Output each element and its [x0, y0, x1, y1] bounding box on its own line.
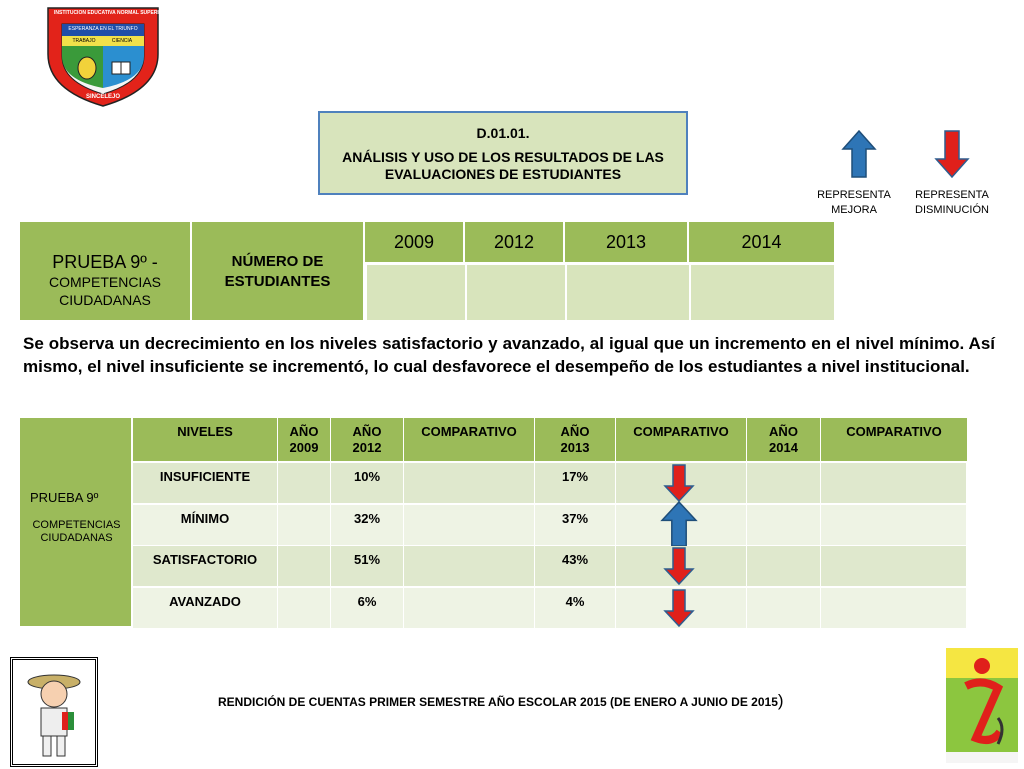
y2009-cell: [278, 505, 331, 547]
upper-year-2012: 2012: [465, 222, 565, 262]
comparativo-1-cell: [404, 463, 535, 505]
level-cell: AVANZADO: [133, 588, 278, 630]
crest-city: SINCELEJO: [85, 94, 120, 100]
upper-students-header: [192, 222, 365, 320]
y2012-cell: 32%: [331, 505, 404, 547]
footer-text: [218, 691, 788, 711]
comparativo-3-cell: [821, 463, 967, 505]
crest-right-banner: CIENCIA: [111, 38, 133, 44]
header-comparativo-2: COMPARATIVO: [616, 418, 747, 461]
header-niveles: NIVELES: [133, 418, 278, 461]
mascot-frame: [10, 657, 98, 767]
trend-down-arrow-icon: [664, 547, 694, 585]
header-ano-2009: AÑO 2009: [278, 418, 331, 461]
header-ano-2012: AÑO 2012: [331, 418, 404, 461]
lower-side-title-cell: [20, 418, 131, 626]
y2009-cell: [278, 588, 331, 630]
comparativo-3-cell: [821, 588, 967, 630]
legend-up-arrow-icon: [841, 129, 877, 179]
y2014-cell: [747, 505, 821, 547]
crest-ring-text: INSTITUCION EDUCATIVA NORMAL SUPERIOR: [54, 10, 167, 16]
trend-down-arrow-icon: [664, 589, 694, 627]
level-cell: INSUFICIENTE: [133, 463, 278, 505]
comparativo-3-cell: [821, 546, 967, 588]
upper-students-header-text: NÚMERO DE ESTUDIANTES: [224, 253, 331, 290]
lower-side-subtitle: COMPETENCIAS CIUDADANAS: [32, 519, 121, 544]
legend-down-arrow-icon: [934, 129, 970, 179]
trend-down-arrow-icon: [664, 464, 694, 502]
legend-up-label: [808, 188, 900, 218]
crest-left-banner: TRABAJO: [72, 38, 96, 44]
upper-value-2014: [691, 265, 834, 320]
crest-motto: ESPERANZA EN EL TRIUNFO: [68, 26, 138, 32]
upper-value-2013: [567, 265, 689, 320]
upper-test-title: PRUEBA 9º -: [52, 252, 158, 272]
header-ano-2014: AÑO 2014: [747, 418, 821, 461]
level-cell: SATISFACTORIO: [133, 546, 278, 588]
upper-year-2009: 2009: [365, 222, 465, 262]
y2012-cell: 51%: [331, 546, 404, 588]
legend-down-label-line2: DISMINUCIÓN: [915, 204, 989, 216]
y2014-cell: [747, 588, 821, 630]
y2012-cell: 10%: [331, 463, 404, 505]
title-box: [318, 111, 688, 195]
upper-test-subtitle: COMPETENCIAS CIUDADANAS: [48, 274, 161, 308]
upper-value-2012: [467, 265, 565, 320]
comparativo-3-cell: [821, 505, 967, 547]
header-comparativo-1: COMPARATIVO: [404, 418, 535, 461]
y2014-cell: [747, 546, 821, 588]
header-comparativo-3: COMPARATIVO: [821, 418, 967, 461]
legend-up-label-line1: REPRESENTA: [817, 189, 891, 201]
y2009-cell: [278, 546, 331, 588]
comparativo-1-cell: [404, 505, 535, 547]
document-code: D.01.01.: [476, 125, 530, 141]
y2009-cell: [278, 463, 331, 505]
upper-test-title-cell: [20, 222, 192, 320]
comparativo-1-cell: [404, 546, 535, 588]
y2012-cell: 6%: [331, 588, 404, 630]
y2013-cell: 4%: [535, 588, 616, 630]
y2013-cell: 37%: [535, 505, 616, 547]
y2014-cell: [747, 463, 821, 505]
y2013-cell: 17%: [535, 463, 616, 505]
upper-year-2014: 2014: [689, 222, 834, 262]
upper-year-2013: 2013: [565, 222, 689, 262]
trend-up-arrow-icon: [661, 501, 697, 547]
level-cell: MÍNIMO: [133, 505, 278, 547]
comparativo-1-cell: [404, 588, 535, 630]
document-title: ANÁLISIS Y USO DE LOS RESULTADOS DE LAS EVALUACIONES DE ESTUDIANTES: [342, 149, 664, 182]
footer-close-paren: ): [777, 691, 784, 710]
analysis-paragraph: Se observa un decrecimiento en los niveles satisfactorio y avanzado, al igual que un incremento en el nivel mínimo. Así mismo, el nivel insuficiente se incrementó, lo cual desfavorece el desempeño de los estudiantes a nivel institucional.: [23, 334, 995, 376]
y2013-cell: 43%: [535, 546, 616, 588]
header-ano-2013: AÑO 2013: [535, 418, 616, 461]
legend-down-label: [904, 188, 1000, 218]
legend-up-label-line2: MEJORA: [831, 204, 877, 216]
upper-value-2009: [367, 265, 465, 320]
legend-down-label-line1: REPRESENTA: [915, 189, 989, 201]
school-emblem: [946, 648, 1018, 763]
lower-side-title: PRUEBA 9º: [30, 490, 99, 505]
footer-main-text: RENDICIÓN DE CUENTAS PRIMER SEMESTRE AÑO ESCOLAR 2015 (DE ENERO A JUNIO DE 2015: [218, 695, 778, 709]
school-crest: [42, 2, 167, 110]
